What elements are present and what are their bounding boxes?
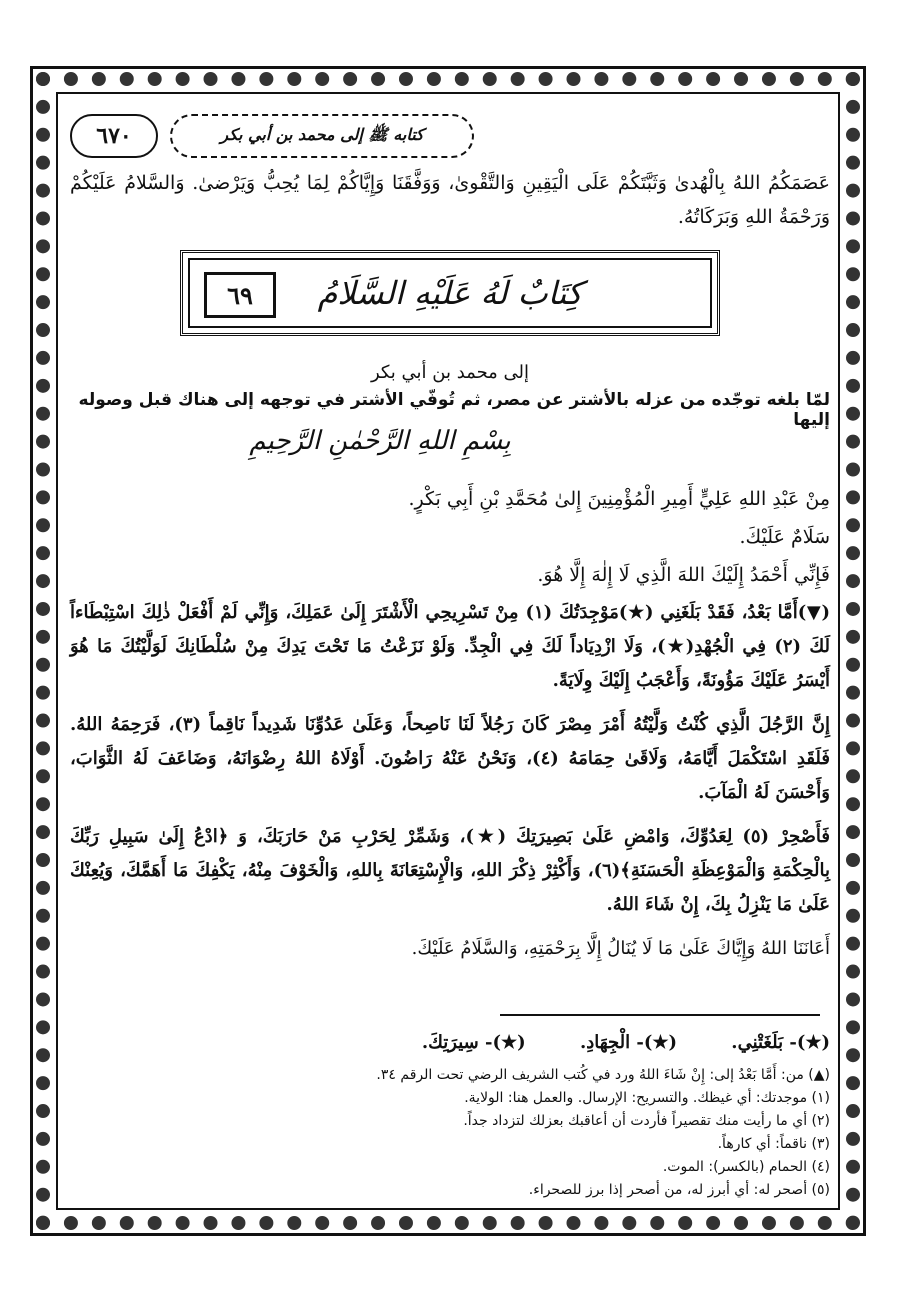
page-content [70, 100, 830, 1204]
body-paragraph: أَعَانَنَا اللهُ وَإِيَّاكَ عَلَىٰ مَا لَا يُنَالُ إِلَّا بِرَحْمَتِهِ، وَالسَّلَامُ عَلَيْكَ. [411, 938, 830, 959]
letter-title: كِتَابٌ لَهُ عَلَيْهِ السَّلَامُ [317, 274, 583, 312]
variant-notes [70, 1032, 830, 1053]
letter-intro: لمّا بلغه توجّده من عزله بالأشتر عن مصر، ثم تُوفّي الأشتر في توجهه إلى هناك قبل وصوله إليها [78, 390, 830, 430]
body-paragraph: إِنَّ الرَّجُلَ الَّذِي كُنْتُ وَلَّيْتُهُ أَمْرَ مِصْرَ كَانَ رَجُلاً لَنَا نَاصِحاً، وَعَلَىٰ عَدُوِّنَا شَدِيداً نَاقِماً (٣)، فَرَحِمَهُ اللهُ. فَلَقَدِ اسْتَكْمَلَ أَيَّامَهُ، وَلَاقَىٰ حِمَامَهُ (٤)، وَنَحْنُ عَنْهُ رَاضُونَ. أَوْلَاهُ اللهُ رِضْوَانَهُ، وَضَاعَفَ لَهُ الثَّوَابَ، وَأَحْسَنَ لَهُ الْمَآبَ. [70, 714, 830, 803]
top-paragraph: عَصَمَكُمُ اللهُ بِالْهُدىٰ وَثَبَّتَكُمْ عَلَى الْيَقِينِ وَالتَّقْوىٰ، وَوَفَّقَنَا وَإِيَّاكُمْ لِمَا يُحِبُّ وَيَرْضىٰ. وَالسَّلامُ عَلَيْكُمْ وَرَحْمَةُ اللهِ وَبَرَكَاتُهُ. [70, 172, 830, 228]
body-paragraph: (▼)أَمَّا بَعْدُ، فَقَدْ بَلَغَنِي (★)مَوْجِدَتُكَ (١) مِنْ تَسْرِيحِي الْأَشْتَرَ إِلَىٰ عَمَلِكَ، وَإِنِّي لَمْ أَفْعَلْ ذٰلِكَ اسْتِبْطَاءاً لَكَ (٢) فِي الْجُهْدِ(★)، وَلَا ازْدِيَاداً لَكَ فِي الْجِدِّ. وَلَوْ نَزَعْتُ مَا تَحْتَ يَدِكَ مِنْ سُلْطَانِكَ لَوَلَّيْتُكَ مَا هُوَ أَيْسَرُ عَلَيْكَ مَؤُونَةً، وَأَعْجَبُ إِلَيْكَ وِلَايَةً. [70, 602, 830, 691]
footnote: (٥) أصحر له: أي أبرز له، من أصحر إذا برز للصحراء. [528, 1182, 830, 1198]
letter-opening [90, 480, 830, 594]
footnote: (▲) من: أَمَّا بَعْدُ إلى: إِنْ شَاءَ اللهُ ورد في كُتب الشريف الرضي تحت الرقم ٣٤. [376, 1067, 830, 1083]
footnote: (١) موجدتك: أي غيظك. والتسريح: الإرسال. والعمل هنا: الولاية. [464, 1090, 830, 1106]
variant-note: (★)- الْجِهَادِ. [579, 1032, 678, 1053]
running-title: كتابه ﷺ إلى محمد بن أبي بكر [170, 114, 474, 158]
letter-number: ٦٩ [204, 272, 276, 318]
variant-note: (★)- بَلَغَتْنِي. [731, 1032, 830, 1053]
basmala: بِسْمِ اللهِ الرَّحْمٰنِ الرَّحِيمِ [249, 426, 511, 456]
letter-recipient: إلى محمد بن أبي بكر [370, 362, 530, 383]
page-header [70, 110, 830, 160]
opening-line: فَإِنِّي أَحْمَدُ إِلَيْكَ اللهَ الَّذِي لَا إِلٰهَ إِلَّا هُوَ. [537, 564, 830, 586]
letter-title-box [188, 258, 712, 328]
footnotes [70, 1064, 830, 1202]
body-paragraph: فَأَصْحِرْ (٥) لِعَدُوِّكَ، وَامْضِ عَلَىٰ بَصِيرَتِكَ (★)، وَشَمِّرْ لِحَرْبِ مَنْ حَارَبَكَ، وَ ﴿ادْعُ إِلَىٰ سَبِيلِ رَبِّكَ بِالْحِكْمَةِ وَالْمَوْعِظَةِ الْحَسَنَةِ﴾(٦)، وَأَكْثِرْ ذِكْرَ اللهِ، وَالْإِسْتِعَانَةَ بِاللهِ، وَالْخَوْفَ مِنْهُ، يَكْفِكَ مَا أَهَمَّكَ، وَيُعِنْكَ عَلَىٰ مَا يَنْزِلُ بِكَ، إِنْ شَاءَ اللهُ. [70, 826, 830, 915]
opening-line: مِنْ عَبْدِ اللهِ عَلِيٍّ أَمِيرِ الْمُؤْمِنِينَ إِلىٰ مُحَمَّدِ بْنِ أَبِي بَكْرٍ. [408, 488, 830, 510]
page-number: ٦٧٠ [70, 114, 158, 158]
variant-note: (★)- سِيرَتِكَ. [421, 1032, 526, 1053]
footnote: (٢) أي ما رأيت منك تقصيراً فأردت أن أعاقبك بعزلك لتزداد جداً. [463, 1113, 830, 1129]
letter-title-frame [180, 250, 720, 336]
footnote-divider [500, 1014, 820, 1016]
letter-body [70, 596, 830, 976]
footnote: (٣) ناقماً: أي كارهاً. [717, 1136, 830, 1152]
footnote: (٤) الحمام (بالكسر): الموت. [662, 1159, 830, 1175]
opening-line: سَلَامٌ عَلَيْكَ. [739, 526, 830, 548]
